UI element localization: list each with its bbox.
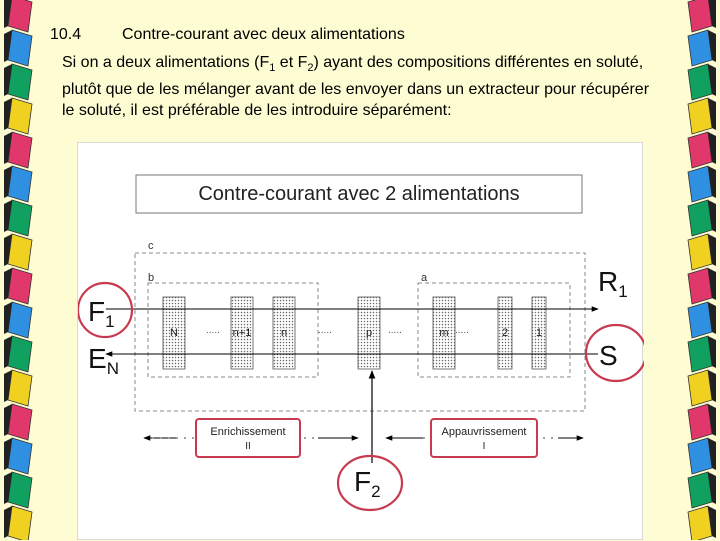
ribbon-segment xyxy=(688,472,712,508)
left-decorative-ribbon xyxy=(0,0,40,540)
ribbon-segment xyxy=(688,404,712,440)
enrichment-label: Enrichissement xyxy=(210,426,286,438)
ellipsis-3: ..... xyxy=(388,325,402,336)
ribbon-segment xyxy=(8,30,32,66)
diagram-figure xyxy=(77,142,643,540)
ribbon-segment xyxy=(8,404,32,440)
stage-label: 1 xyxy=(535,327,543,339)
ribbon-segment xyxy=(8,132,32,168)
section-title: Contre-courant avec deux alimentations xyxy=(122,26,405,43)
stage-label: n+1 xyxy=(232,327,252,339)
intro-paragraph: Si on a deux alimentations ($F_1$ et $F_2$) ayant des compositions différentes en soluté, plutôt que de les mélanger avant de les envoyer dans un extracteur pour récupérer le soluté, il est préférable de les introduire séparément: xyxy=(62,54,650,120)
ribbon-segment xyxy=(688,336,712,372)
ribbon-segment xyxy=(688,64,712,100)
ribbon-segment xyxy=(688,438,712,474)
ribbon-segment xyxy=(688,0,712,32)
envelope-a-label: a xyxy=(421,272,428,284)
countercurrent-diagram xyxy=(78,143,644,541)
ribbon-segment xyxy=(8,200,32,236)
section-number: 10.4 xyxy=(50,26,82,43)
ribbon-segment xyxy=(8,370,32,406)
envelope-b-label: b xyxy=(148,272,155,284)
ribbon-segment xyxy=(8,472,32,508)
ribbon-segment xyxy=(688,98,712,134)
ribbon-segment xyxy=(688,268,712,304)
ribbon-segment xyxy=(8,506,32,540)
stream-s-label: S xyxy=(599,340,618,371)
stream-f1-label: $F_1$ xyxy=(88,296,115,331)
ribbon-segment xyxy=(8,64,32,100)
depletion-roman: I xyxy=(482,441,486,452)
ribbon-segment xyxy=(8,438,32,474)
stage-group xyxy=(163,297,546,369)
ribbon-segment xyxy=(8,234,32,270)
ribbon-segment xyxy=(8,98,32,134)
ribbon-segment xyxy=(8,336,32,372)
ellipsis-1: ..... xyxy=(206,325,220,336)
stream-en-label: $E_N$ xyxy=(88,343,119,378)
ribbon-segment xyxy=(688,234,712,270)
ribbon-segment xyxy=(688,302,712,338)
stage-label: p xyxy=(365,327,373,339)
ellipsis-4: ..... xyxy=(455,325,469,336)
ribbon-segment xyxy=(8,0,32,32)
ribbon-segment xyxy=(688,30,712,66)
ribbon-segment xyxy=(688,506,712,540)
ribbon-segment xyxy=(688,370,712,406)
depletion-label: Appauvrissement xyxy=(441,426,527,438)
section-heading xyxy=(50,26,405,44)
stream-r1-label: $R_1$ xyxy=(598,266,628,301)
ribbon-segment xyxy=(8,166,32,202)
stage-label: n xyxy=(280,327,288,339)
stage-label: N xyxy=(170,327,178,339)
ribbon-segment xyxy=(688,166,712,202)
diagram-title: Contre-courant avec 2 alimentations xyxy=(198,183,520,205)
envelope-c-label: c xyxy=(148,240,154,252)
ribbon-segment xyxy=(8,302,32,338)
enrichment-roman: II xyxy=(245,441,251,452)
ellipsis-2: ..... xyxy=(318,325,332,336)
ribbon-segment xyxy=(8,268,32,304)
stage-label: 2 xyxy=(501,327,509,339)
ribbon-segment xyxy=(688,200,712,236)
stream-f2-label: $F_2$ xyxy=(354,466,381,501)
ribbon-segment xyxy=(688,132,712,168)
right-decorative-ribbon xyxy=(680,0,720,540)
stage-label: m xyxy=(439,327,449,339)
